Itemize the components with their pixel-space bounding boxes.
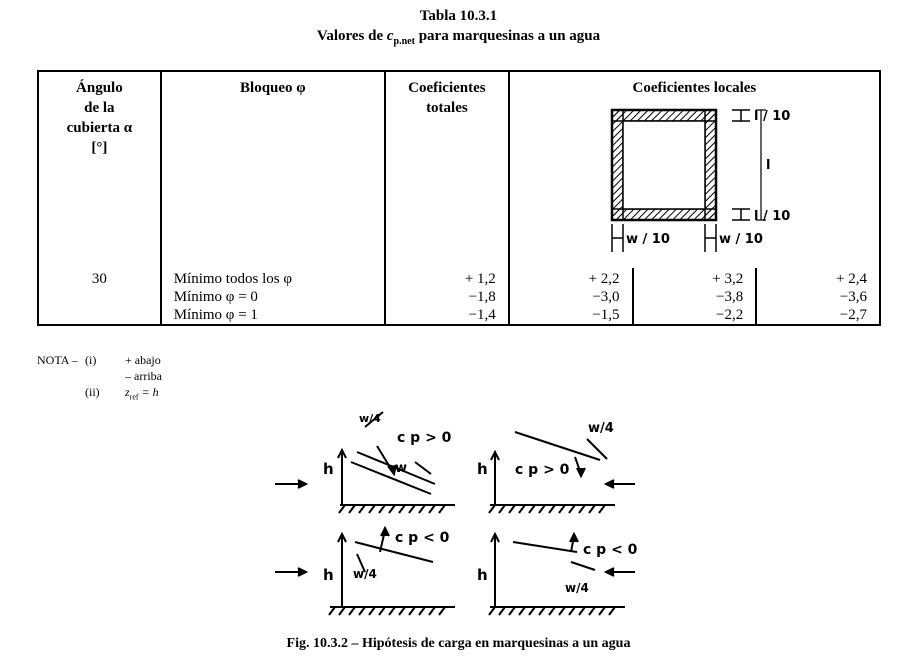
table-number: Tabla 10.3.1 bbox=[419, 8, 498, 24]
cell-angle bbox=[38, 288, 161, 306]
header-angle: Ángulo de la cubierta α [°] bbox=[38, 71, 161, 268]
local-zones-diagram bbox=[604, 104, 791, 254]
cell-angle: 30 bbox=[38, 268, 161, 288]
label-l10-bottom: l / 10 bbox=[754, 209, 791, 224]
table-title bbox=[0, 6, 917, 52]
label-h: h bbox=[477, 460, 488, 478]
label-h: h bbox=[323, 460, 334, 478]
cell-local-2: −2,2 bbox=[633, 306, 757, 325]
table-row bbox=[38, 306, 880, 325]
header-blocking: Bloqueo φ bbox=[161, 71, 385, 268]
label-w4: w/4 bbox=[588, 421, 614, 436]
label-w4: w/4 bbox=[359, 412, 381, 425]
cell-local-3: −2,7 bbox=[756, 306, 880, 325]
cell-blocking: Mínimo φ = 0 bbox=[161, 288, 385, 306]
label-w: w bbox=[395, 461, 408, 476]
label-h: h bbox=[477, 566, 488, 584]
label-l10-top: l / 10 bbox=[754, 109, 791, 124]
table-subtitle: Valores de $c_{p.net}$ para marquesinas a un agua bbox=[316, 28, 601, 47]
cell-local-2: + 3,2 bbox=[633, 268, 757, 288]
cell-local-2: −3,8 bbox=[633, 288, 757, 306]
label-w4: w/4 bbox=[353, 567, 377, 581]
zref-note: $z_{ref} = h$ bbox=[125, 385, 159, 402]
header-locals: Coeficientes locales l / 10 l l / 10 w / 10 w / 10 bbox=[509, 71, 880, 268]
cell-total: −1,4 bbox=[385, 306, 509, 325]
table-row bbox=[38, 288, 880, 306]
label-cp-positive: c p > 0 bbox=[397, 430, 452, 446]
figure-caption: Fig. 10.3.2 – Hipótesis de carga en marquesinas a un agua bbox=[286, 636, 631, 651]
note-label: NOTA – bbox=[37, 353, 78, 367]
table-row bbox=[38, 268, 880, 288]
header-totals: Coeficientes totales bbox=[385, 71, 509, 268]
label-h: h bbox=[323, 566, 334, 584]
label-cp-positive: c p > 0 bbox=[515, 462, 570, 478]
cp-symbol: c bbox=[386, 28, 394, 44]
label-l: l bbox=[766, 158, 771, 173]
load-hypotheses-figure bbox=[265, 402, 645, 622]
label-cp-negative: c p < 0 bbox=[395, 530, 450, 546]
cell-local-1: −3,0 bbox=[509, 288, 633, 306]
coefficients-table bbox=[37, 70, 881, 326]
label-cp-negative: c p < 0 bbox=[583, 542, 638, 558]
cell-local-1: −1,5 bbox=[509, 306, 633, 325]
cell-local-3: −3,6 bbox=[756, 288, 880, 306]
label-w4: w/4 bbox=[565, 581, 589, 595]
note-block: NOTA – (i) + abajo – arriba (ii) $z_{ref} = h$ bbox=[37, 352, 162, 405]
cell-total: −1,8 bbox=[385, 288, 509, 306]
cell-local-3: + 2,4 bbox=[756, 268, 880, 288]
cell-angle bbox=[38, 306, 161, 325]
cell-local-1: + 2,2 bbox=[509, 268, 633, 288]
cell-blocking: Mínimo φ = 1 bbox=[161, 306, 385, 325]
label-w10-right: w / 10 bbox=[719, 232, 764, 247]
cell-blocking: Mínimo todos los φ bbox=[161, 268, 385, 288]
label-w10-left: w / 10 bbox=[626, 232, 671, 247]
cell-total: + 1,2 bbox=[385, 268, 509, 288]
